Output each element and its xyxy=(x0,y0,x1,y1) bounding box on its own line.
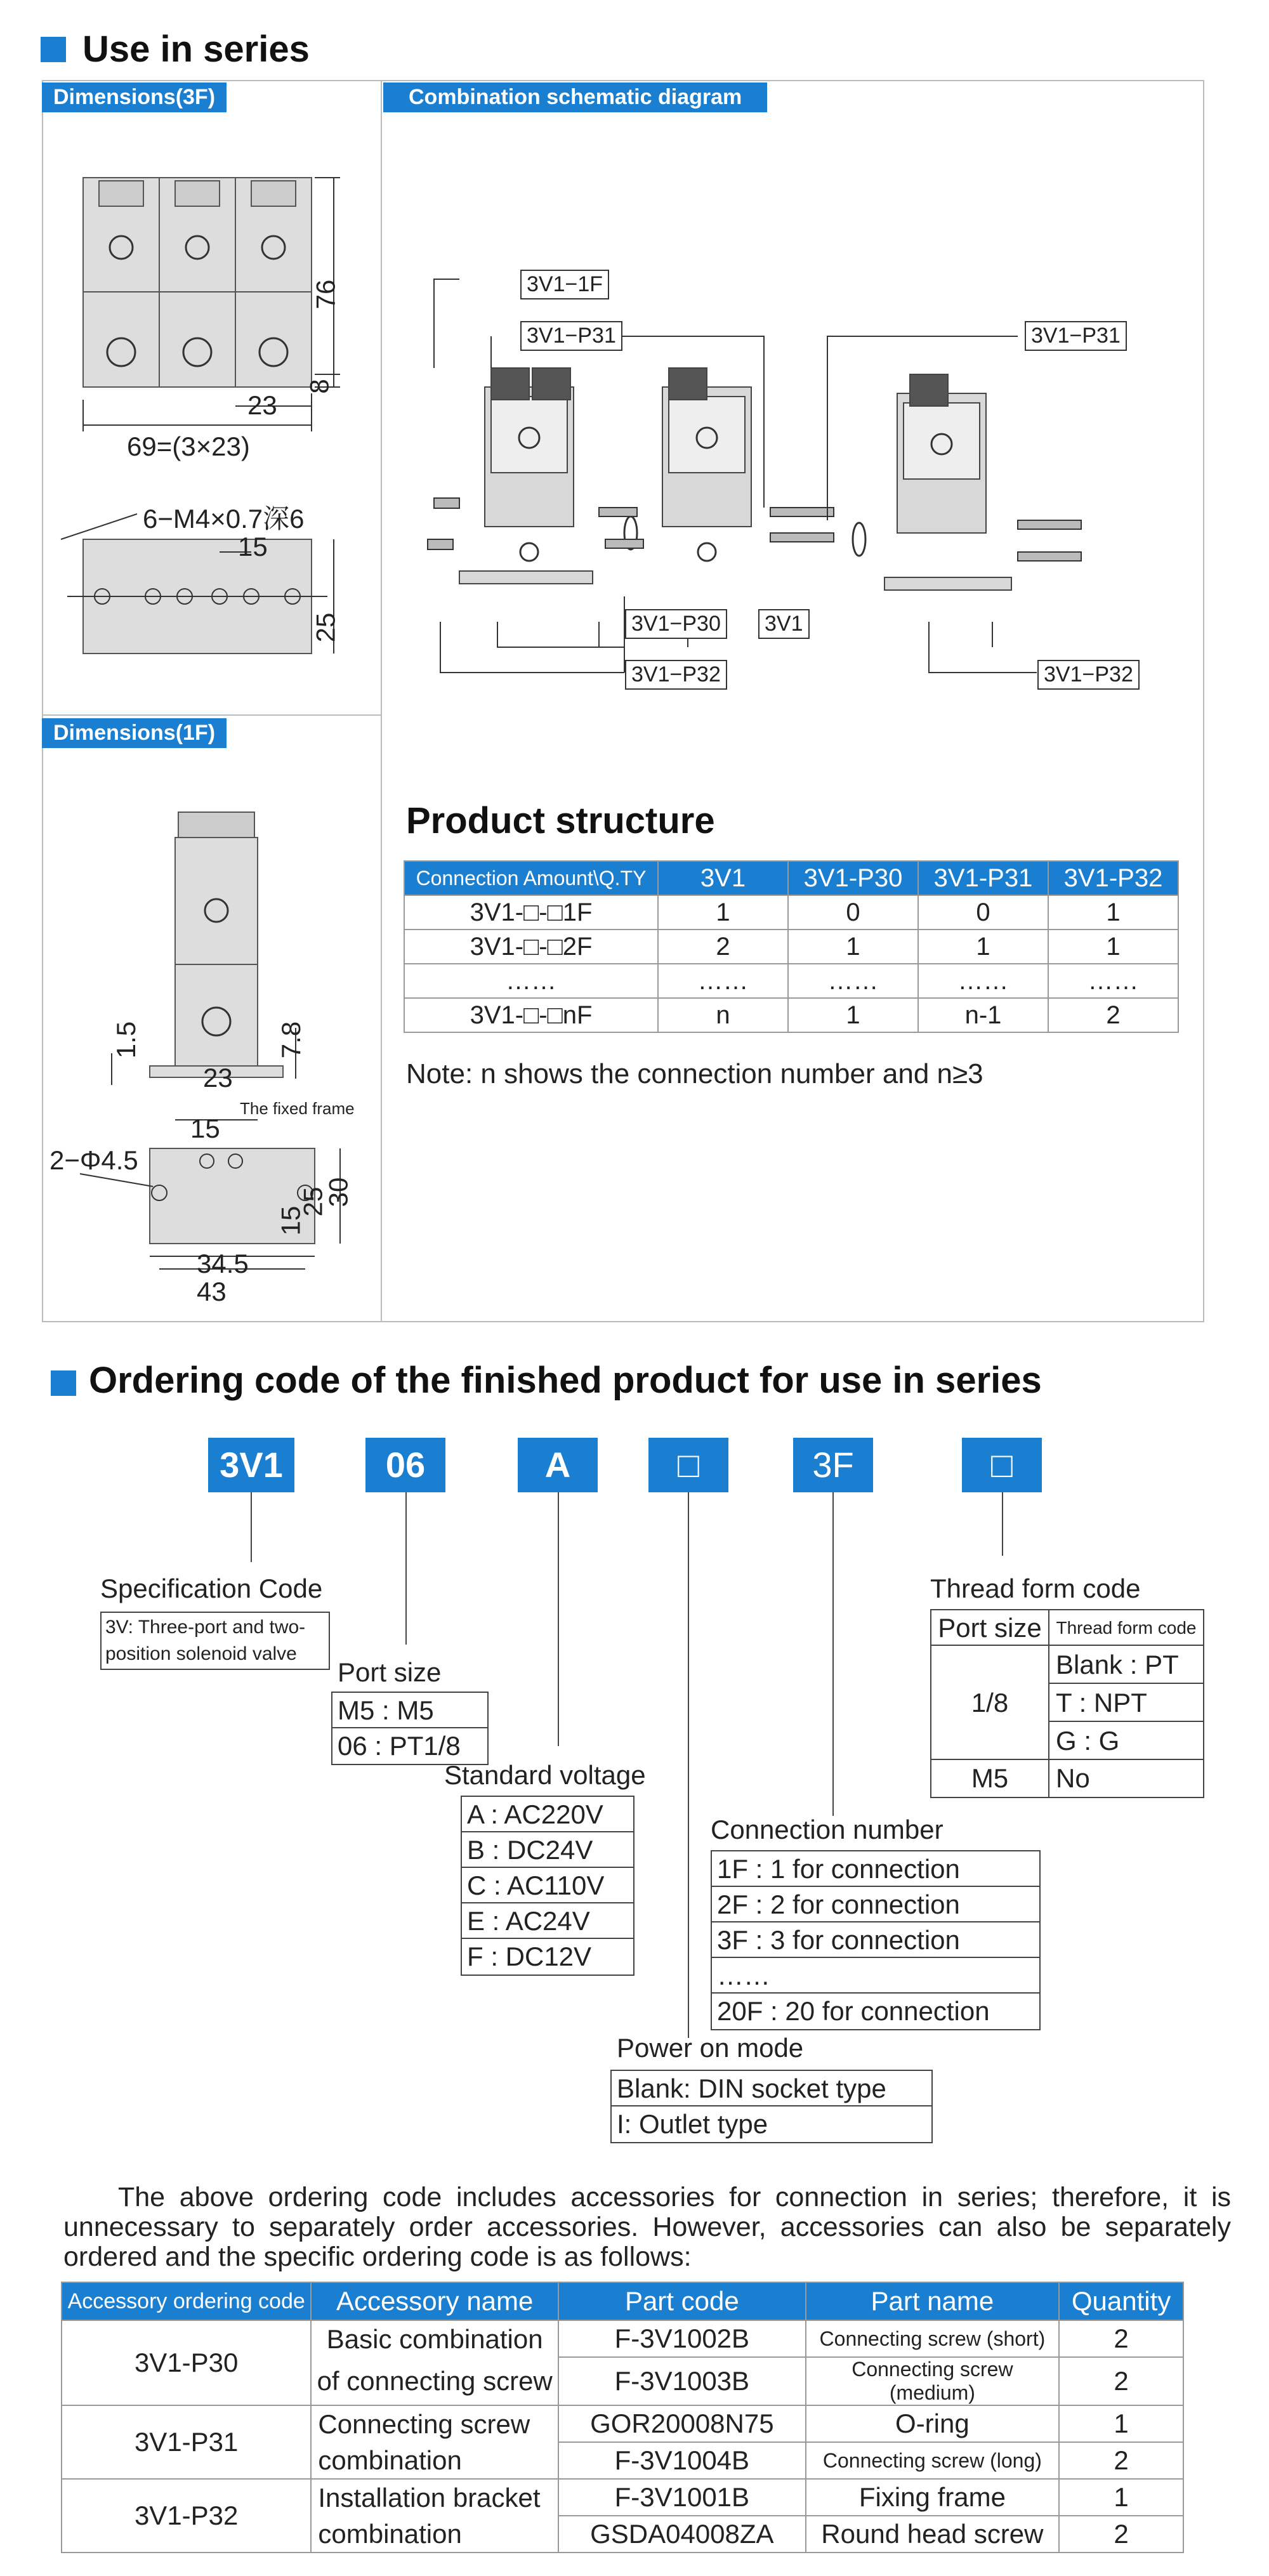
thread-option-m5: No xyxy=(1056,1763,1090,1793)
accessory-name-line1: Connecting screw xyxy=(311,2405,558,2442)
table-cell: 2 xyxy=(1048,998,1178,1032)
thread-option: T : NPT xyxy=(1049,1684,1203,1722)
accessory-name-line2: of connecting screw xyxy=(311,2357,558,2405)
connection-option: 1F : 1 for connection xyxy=(712,1851,1039,1887)
quantity: 2 xyxy=(1059,2442,1183,2479)
table-cell: 1 xyxy=(1048,930,1178,964)
table-row xyxy=(62,2320,1183,2357)
panel-divider-horizontal xyxy=(42,714,382,716)
quantity: 2 xyxy=(1059,2516,1183,2553)
dimensions-3f-tag: Dimensions(3F) xyxy=(42,82,227,112)
accessory-header: Part name xyxy=(806,2282,1059,2320)
voltage-title: Standard voltage xyxy=(444,1760,646,1790)
product-structure-table xyxy=(404,860,1179,1033)
table-row xyxy=(62,2479,1183,2516)
accessory-code: 3V1-P30 xyxy=(62,2320,311,2405)
power-option: I: Outlet type xyxy=(617,2109,768,2139)
accessory-paragraph: The above ordering code includes accessories for connection in series; therefore, it is unnecessary to separately order accessories. However, accessories can also be separately ordered and the specific ordering code is as follows: xyxy=(63,2182,1231,2272)
accessory-table xyxy=(61,2282,1184,2553)
code-box-spec: 3V1 xyxy=(208,1438,294,1492)
voltage-options xyxy=(461,1796,634,1976)
power-options xyxy=(610,2070,933,2143)
schematic-label-3v1-p32-left: 3V1−P32 xyxy=(625,660,727,690)
connection-option: …… xyxy=(712,1958,1039,1994)
schematic-label-3v1-p31-left: 3V1−P31 xyxy=(520,321,622,351)
table-cell: …… xyxy=(788,964,918,998)
accessory-header: Accessory name xyxy=(311,2282,558,2320)
schematic-label-3v1: 3V1 xyxy=(758,609,810,639)
schematic-label-3v1-1f: 3V1−1F xyxy=(520,270,609,299)
structure-header: 3V1-P32 xyxy=(1048,861,1178,895)
part-code: GOR20008N75 xyxy=(558,2405,806,2442)
table-row xyxy=(62,2405,1183,2442)
voltage-option: B : DC24V xyxy=(462,1832,633,1868)
dim-1f-hole: 2−Φ4.5 xyxy=(49,1145,138,1175)
spec-code-title: Specification Code xyxy=(100,1574,323,1603)
accessory-header-row xyxy=(62,2282,1183,2320)
port-size-option: 06 : PT1/8 xyxy=(338,1731,461,1761)
accessory-header: Quantity xyxy=(1059,2282,1183,2320)
dim-3f-width-23: 23 xyxy=(247,390,277,420)
section-title-use-in-series: Use in series xyxy=(82,29,310,70)
dim-3f-width-15: 15 xyxy=(238,532,268,562)
part-code: F-3V1001B xyxy=(558,2479,806,2516)
thread-size-m5: M5 xyxy=(931,1760,1049,1797)
part-code: F-3V1004B xyxy=(558,2442,806,2479)
table-cell: 2 xyxy=(658,930,788,964)
thread-form-title: Thread form code xyxy=(930,1574,1141,1603)
thread-option: Blank : PT xyxy=(1049,1646,1203,1684)
dimensions-1f-drawing xyxy=(42,755,381,1313)
dim-1f-width-23: 23 xyxy=(203,1063,233,1093)
voltage-option: F : DC12V xyxy=(467,1942,592,1971)
code-box-port: 06 xyxy=(365,1438,445,1492)
port-size-options xyxy=(331,1692,489,1765)
voltage-option: C : AC110V xyxy=(462,1868,633,1903)
accessory-header: Part code xyxy=(558,2282,806,2320)
power-title: Power on mode xyxy=(617,2033,804,2063)
table-row xyxy=(404,930,1178,964)
part-code: F-3V1003B xyxy=(558,2357,806,2405)
table-cell: 3V1-□-□2F xyxy=(404,930,658,964)
structure-header: 3V1-P30 xyxy=(788,861,918,895)
table-cell: 1 xyxy=(788,930,918,964)
product-structure-title: Product structure xyxy=(406,800,715,841)
power-option: Blank: DIN socket type xyxy=(612,2071,931,2106)
dim-1f-width-15: 15 xyxy=(190,1114,220,1143)
structure-header-row xyxy=(404,861,1178,895)
table-cell: …… xyxy=(1048,964,1178,998)
dim-1f-height-30: 30 xyxy=(323,1177,353,1207)
port-size-option: M5 : M5 xyxy=(332,1693,487,1728)
section-marker xyxy=(51,1370,76,1396)
part-name: O-ring xyxy=(806,2405,1059,2442)
structure-header: 3V1-P31 xyxy=(918,861,1048,895)
table-cell: 0 xyxy=(788,895,918,930)
part-code: GSDA04008ZA xyxy=(558,2516,806,2553)
thread-form-table xyxy=(930,1609,1204,1798)
part-name: Fixing frame xyxy=(806,2479,1059,2516)
spec-code-desc-line2: position solenoid valve xyxy=(105,1643,297,1664)
section-marker xyxy=(41,37,66,62)
section-title-ordering-code: Ordering code of the finished product for use in series xyxy=(89,1360,1042,1401)
part-code: F-3V1002B xyxy=(558,2320,806,2357)
connection-option: 3F : 3 for connection xyxy=(712,1922,1039,1958)
voltage-option: A : AC220V xyxy=(462,1797,633,1832)
table-row xyxy=(404,895,1178,930)
dim-1f-height-15: 15 xyxy=(275,1206,306,1236)
dim-1f-fixed-frame-label: The fixed frame xyxy=(240,1099,355,1118)
dim-3f-thread: 6−M4×0.7深6 xyxy=(143,504,305,534)
part-name: Connecting screw (medium) xyxy=(806,2357,1059,2405)
dim-3f-height-76: 76 xyxy=(310,279,341,310)
thread-header-port-size: Port size xyxy=(931,1610,1049,1646)
accessory-name-line1: Basic combination xyxy=(311,2320,558,2357)
structure-header: 3V1 xyxy=(658,861,788,895)
table-cell: 1 xyxy=(658,895,788,930)
table-cell: 1 xyxy=(788,998,918,1032)
connection-title: Connection number xyxy=(711,1815,944,1844)
code-box-connection: 3F xyxy=(793,1438,873,1492)
table-cell: …… xyxy=(404,964,658,998)
quantity: 1 xyxy=(1059,2479,1183,2516)
schematic-label-3v1-p31-right: 3V1−P31 xyxy=(1025,321,1127,351)
spec-code-box xyxy=(100,1612,330,1670)
table-cell: 0 xyxy=(918,895,1048,930)
accessory-code: 3V1-P31 xyxy=(62,2405,311,2479)
quantity: 2 xyxy=(1059,2357,1183,2405)
structure-header: Connection Amount\Q.TY xyxy=(404,861,658,895)
dim-1f-height-7-8: 7.8 xyxy=(276,1021,306,1059)
schematic-label-3v1-p32-right: 3V1−P32 xyxy=(1037,660,1140,690)
accessory-name-line2: combination xyxy=(311,2442,558,2479)
table-cell: 1 xyxy=(918,930,1048,964)
structure-note: Note: n shows the connection number and n≥3 xyxy=(406,1058,983,1089)
part-name: Round head screw xyxy=(806,2516,1059,2553)
schematic-tag: Combination schematic diagram xyxy=(383,82,767,112)
voltage-option: E : AC24V xyxy=(462,1903,633,1939)
table-cell: …… xyxy=(658,964,788,998)
accessory-name-line1: Installation bracket xyxy=(311,2479,558,2516)
spec-code-desc-line1: 3V: Three-port and two- xyxy=(105,1617,306,1638)
accessory-header: Accessory ordering code xyxy=(62,2282,311,2320)
code-box-power: □ xyxy=(648,1438,728,1492)
thread-option: G : G xyxy=(1049,1722,1203,1760)
code-box-voltage: A xyxy=(518,1438,598,1492)
schematic-label-3v1-p30: 3V1−P30 xyxy=(625,609,727,639)
table-cell: 1 xyxy=(1048,895,1178,930)
thread-header-code: Thread form code xyxy=(1049,1610,1203,1646)
dim-1f-height-25: 25 xyxy=(298,1186,328,1217)
table-cell: 3V1-□-□nF xyxy=(404,998,658,1032)
connection-option: 2F : 2 for connection xyxy=(712,1887,1039,1922)
quantity: 1 xyxy=(1059,2405,1183,2442)
dim-3f-height-8: 8 xyxy=(304,379,334,394)
connection-options xyxy=(711,1850,1041,2030)
part-name: Connecting screw (long) xyxy=(806,2442,1059,2479)
table-row xyxy=(404,964,1178,998)
accessory-name-line2: combination xyxy=(311,2516,558,2553)
code-box-thread: □ xyxy=(962,1438,1042,1492)
table-cell: …… xyxy=(918,964,1048,998)
dim-1f-width-43: 43 xyxy=(197,1277,227,1306)
table-cell: n-1 xyxy=(918,998,1048,1032)
dimensions-1f-tag: Dimensions(1F) xyxy=(42,718,227,748)
accessory-code: 3V1-P32 xyxy=(62,2479,311,2553)
table-row xyxy=(404,998,1178,1032)
table-cell: 3V1-□-□1F xyxy=(404,895,658,930)
thread-size-1-8: 1/8 xyxy=(931,1646,1049,1760)
dim-1f-width-34-5: 34.5 xyxy=(197,1249,249,1278)
quantity: 2 xyxy=(1059,2320,1183,2357)
dim-3f-height-25: 25 xyxy=(310,612,341,643)
connection-option: 20F : 20 for connection xyxy=(717,1996,990,2026)
table-cell: n xyxy=(658,998,788,1032)
part-name: Connecting screw (short) xyxy=(806,2320,1059,2357)
panel-divider-vertical xyxy=(381,80,382,1322)
dim-1f-height-1-5: 1.5 xyxy=(111,1021,141,1059)
port-size-title: Port size xyxy=(338,1657,442,1687)
dim-3f-width-69: 69=(3×23) xyxy=(127,431,250,461)
